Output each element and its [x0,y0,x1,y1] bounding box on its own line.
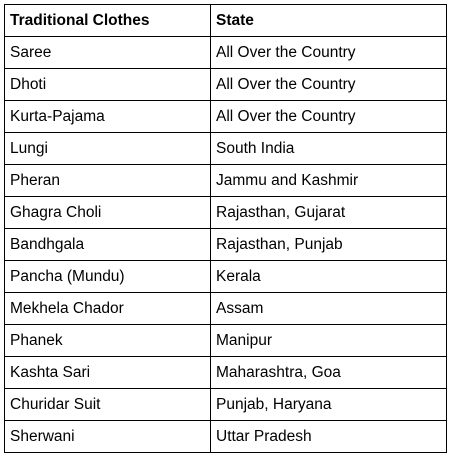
table-row [5,133,447,165]
cell-clothes: Mekhela Chador [5,293,211,325]
table-row [5,389,447,421]
cell-state: Punjab, Haryana [211,389,447,421]
cell-clothes: Saree [5,37,211,69]
table-row [5,261,447,293]
table-row [5,197,447,229]
cell-state: Maharashtra, Goa [211,357,447,389]
cell-clothes: Dhoti [5,69,211,101]
cell-clothes: Pheran [5,165,211,197]
cell-clothes: Kurta-Pajama [5,101,211,133]
cell-clothes: Lungi [5,133,211,165]
table-row [5,325,447,357]
clothes-table-container [4,4,447,453]
table-row [5,357,447,389]
cell-state: All Over the Country [211,37,447,69]
cell-clothes: Ghagra Choli [5,197,211,229]
table-row [5,69,447,101]
table-row [5,421,447,453]
cell-state: Rajasthan, Punjab [211,229,447,261]
cell-state: All Over the Country [211,69,447,101]
table-row [5,37,447,69]
cell-clothes: Bandhgala [5,229,211,261]
header-row [5,5,447,37]
cell-clothes: Kashta Sari [5,357,211,389]
cell-clothes: Phanek [5,325,211,357]
cell-state: Assam [211,293,447,325]
cell-clothes: Churidar Suit [5,389,211,421]
table-row [5,165,447,197]
header-traditional-clothes: Traditional Clothes [5,5,211,37]
cell-clothes: Pancha (Mundu) [5,261,211,293]
table-body [5,37,447,453]
table-row [5,229,447,261]
traditional-clothes-table [4,4,447,453]
cell-state: All Over the Country [211,101,447,133]
cell-clothes: Sherwani [5,421,211,453]
header-state: State [211,5,447,37]
cell-state: Uttar Pradesh [211,421,447,453]
table-row [5,293,447,325]
table-row [5,101,447,133]
cell-state: South India [211,133,447,165]
cell-state: Jammu and Kashmir [211,165,447,197]
table-header [5,5,447,37]
cell-state: Manipur [211,325,447,357]
cell-state: Rajasthan, Gujarat [211,197,447,229]
cell-state: Kerala [211,261,447,293]
